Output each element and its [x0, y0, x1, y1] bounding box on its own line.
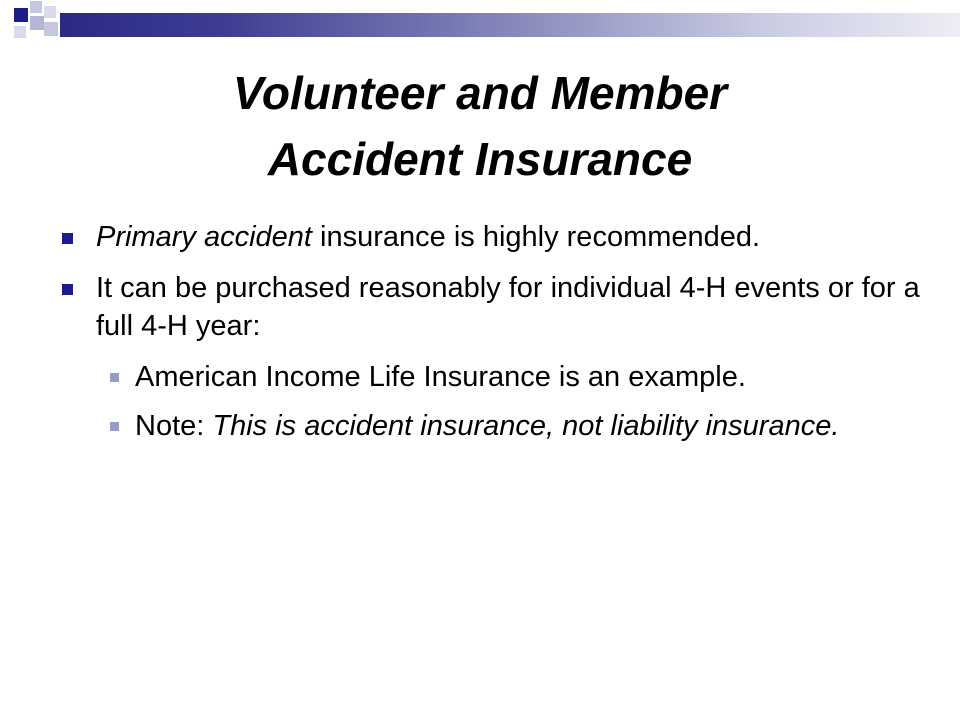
sub-square-bullet-icon	[110, 373, 119, 382]
bullet-text: It can be purchased reasonably for individual 4-H events or for a full 4-H year:	[96, 272, 920, 342]
sub-bullet-item	[96, 407, 920, 445]
decor-square	[14, 26, 26, 38]
slide-content	[60, 218, 920, 456]
title-line: Volunteer and Member	[232, 67, 728, 119]
sub-bullet-text: American Income Life Insurance is an example.	[135, 361, 746, 393]
decor-square	[30, 1, 42, 13]
bullet-item	[60, 218, 920, 256]
header-gradient-bar	[60, 13, 960, 37]
decor-square	[44, 22, 58, 36]
square-bullet-icon	[62, 284, 73, 295]
square-bullet-icon	[62, 233, 73, 244]
decor-square	[30, 16, 44, 30]
bullet-emphasis: Primary accident	[96, 221, 312, 253]
decor-square	[44, 6, 56, 18]
decor-square	[14, 8, 28, 22]
bullet-item	[60, 269, 920, 345]
sub-bullet-lead: Note:	[135, 410, 213, 442]
title-line: Accident Insurance	[267, 133, 693, 185]
sub-bullet-item	[96, 358, 920, 396]
slide-title	[60, 60, 900, 192]
sub-bullet-emphasis: This is accident insurance, not liability insurance.	[212, 410, 840, 442]
sub-square-bullet-icon	[110, 422, 119, 431]
bullet-text: insurance is highly recommended.	[311, 221, 761, 253]
